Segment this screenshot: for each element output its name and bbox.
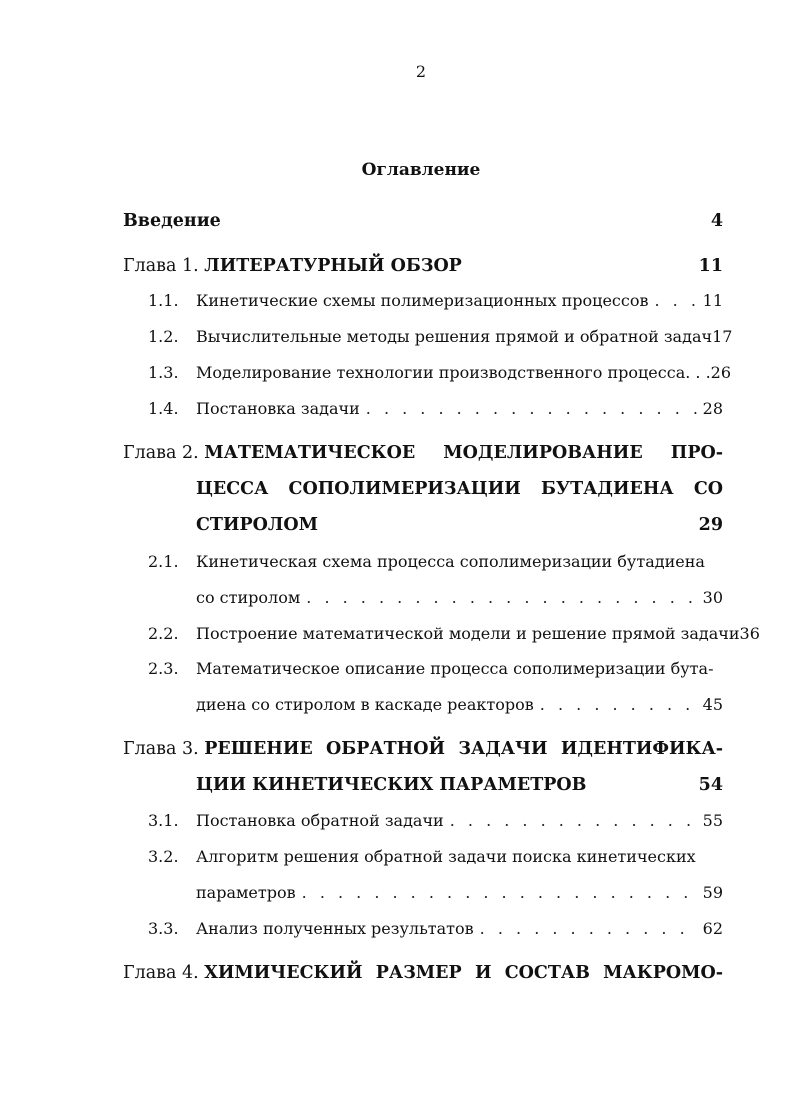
section-title: Постановка задачи xyxy=(196,399,360,418)
section-number: 3.2. xyxy=(148,847,179,866)
section-title: Анализ полученных результатов xyxy=(196,919,474,938)
entry-page: 45 xyxy=(702,695,723,714)
page-number: 2 xyxy=(415,62,427,81)
section-number: 3.3. xyxy=(148,919,179,938)
entry-page: 29 xyxy=(698,515,723,535)
toc-section-2-2[interactable] xyxy=(148,622,760,646)
chapter-title: МАТЕМАТИЧЕСКОЕ МОДЕЛИРОВАНИЕ ПРО- xyxy=(204,443,723,463)
dot-leader xyxy=(306,586,696,610)
toc-chapter-4[interactable] xyxy=(123,961,723,985)
toc-chapter-2-cont[interactable] xyxy=(196,513,723,537)
section-number: 2.2. xyxy=(148,624,179,643)
section-title: диена со стиролом в каскаде реакторов xyxy=(196,695,534,714)
chapter-prefix: Глава 1. xyxy=(123,256,199,276)
toc-section-3-3[interactable] xyxy=(148,917,723,941)
toc-chapter-3[interactable] xyxy=(123,737,723,761)
entry-page: 11 xyxy=(698,256,723,276)
dot-leader xyxy=(366,397,697,421)
toc-chapter-1[interactable] xyxy=(123,254,723,278)
section-title: Вычислительные методы решения прямой и обратной задач xyxy=(196,327,713,346)
entry-page: 62 xyxy=(702,919,723,938)
toc-section-3-1[interactable] xyxy=(148,809,723,833)
dot-leader xyxy=(654,289,696,313)
toc-section-1-2[interactable] xyxy=(148,325,733,349)
entry-page: 36 xyxy=(739,624,760,643)
chapter-prefix: Глава 4. xyxy=(123,963,199,983)
entry-title: Введение xyxy=(123,211,221,231)
section-number: 3.1. xyxy=(148,811,179,830)
entry-page: 54 xyxy=(698,775,723,795)
toc-section-1-1[interactable] xyxy=(148,289,723,313)
entry-page: 4 xyxy=(710,211,723,231)
entry-page: 11 xyxy=(702,291,723,310)
dot-leader xyxy=(450,809,697,833)
section-title: Моделирование технологии производственного процесса. . . xyxy=(196,363,711,382)
section-title: параметров xyxy=(196,883,296,902)
section-title: Кинетическая схема процесса сополимеризации бутадиена xyxy=(196,552,705,571)
toc-section-1-3[interactable] xyxy=(148,361,732,385)
section-title: со стиролом xyxy=(196,588,301,607)
toc-chapter-3-cont[interactable] xyxy=(196,773,723,797)
section-title: Алгоритм решения обратной задачи поиска кинетических xyxy=(196,847,696,866)
dot-leader xyxy=(302,881,697,905)
toc-section-2-1-cont[interactable] xyxy=(196,586,723,610)
toc-section-2-3-cont[interactable] xyxy=(196,693,723,717)
section-number: 1.1. xyxy=(148,291,179,310)
section-number: 2.3. xyxy=(148,659,179,678)
toc-section-3-2-cont[interactable] xyxy=(196,881,723,905)
chapter-prefix: Глава 2. xyxy=(123,443,199,463)
entry-page: 59 xyxy=(702,883,723,902)
dot-leader xyxy=(540,693,697,717)
toc-chapter-2-cont[interactable] xyxy=(196,477,723,501)
toc-section-2-3[interactable] xyxy=(148,657,723,681)
toc-section-2-1[interactable] xyxy=(148,550,723,574)
chapter-title: ХИМИЧЕСКИЙ РАЗМЕР И СОСТАВ МАКРОМО- xyxy=(204,963,723,983)
chapter-title: ЦЕССА СОПОЛИМЕРИЗАЦИИ БУТАДИЕНА СО xyxy=(196,479,723,499)
entry-page: 26 xyxy=(710,363,732,382)
dot-leader xyxy=(480,917,697,941)
section-number: 2.1. xyxy=(148,552,179,571)
entry-page: 17 xyxy=(712,327,733,346)
section-title: Построение математической модели и решение прямой задачи xyxy=(196,624,740,643)
toc-section-3-2[interactable] xyxy=(148,845,723,869)
chapter-title: ЦИИ КИНЕТИЧЕСКИХ ПАРАМЕТРОВ xyxy=(196,775,587,795)
section-title: Кинетические схемы полимеризационных процессов xyxy=(196,291,649,310)
toc-section-1-4[interactable] xyxy=(148,397,723,421)
section-number: 1.4. xyxy=(148,399,179,418)
toc-title: Оглавление xyxy=(361,160,481,180)
toc-entry-intro[interactable] xyxy=(123,209,723,233)
section-title: Математическое описание процесса сополимеризации бута- xyxy=(196,659,714,678)
chapter-title: ЛИТЕРАТУРНЫЙ ОБЗОР xyxy=(204,256,462,276)
section-number: 1.2. xyxy=(148,327,179,346)
section-number: 1.3. xyxy=(148,363,179,382)
entry-page: 30 xyxy=(702,588,723,607)
chapter-title: РЕШЕНИЕ ОБРАТНОЙ ЗАДАЧИ ИДЕНТИФИКА- xyxy=(204,739,723,759)
entry-page: 55 xyxy=(702,811,723,830)
section-title: Постановка обратной задачи xyxy=(196,811,444,830)
chapter-prefix: Глава 3. xyxy=(123,739,199,759)
toc-chapter-2[interactable] xyxy=(123,441,723,465)
entry-page: 28 xyxy=(702,399,723,418)
chapter-title: СТИРОЛОМ xyxy=(196,515,318,535)
